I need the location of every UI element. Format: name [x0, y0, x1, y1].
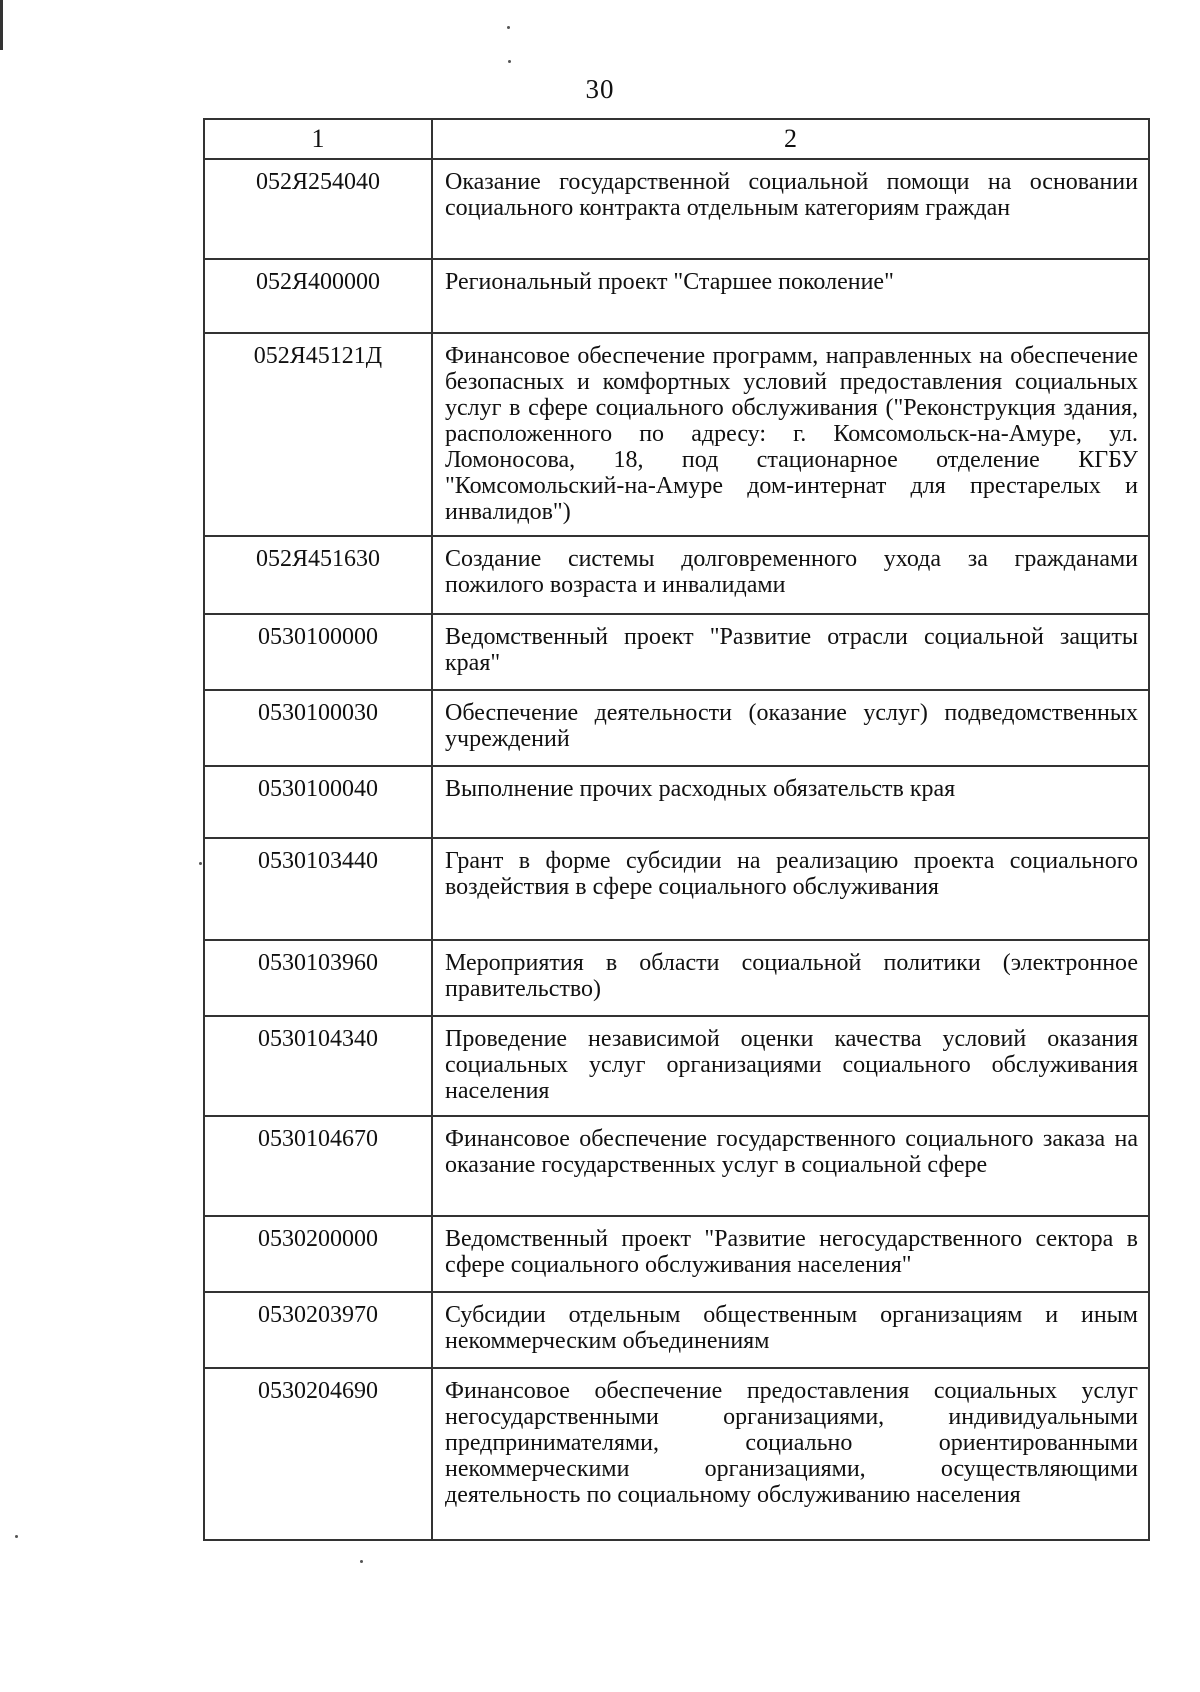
row-description: Создание системы долговременного ухода за гражданами пожилого возраста и инвалидами — [432, 536, 1149, 614]
scan-margin-line — [0, 0, 3, 50]
table-row — [204, 614, 1149, 690]
row-description: Грант в форме субсидии на реализацию проекта социального воздействия в сфере социального обслуживания — [432, 838, 1149, 940]
row-description: Региональный проект "Старшее поколение" — [432, 259, 1149, 333]
table-row — [204, 1292, 1149, 1368]
row-code: 0530200000 — [204, 1216, 432, 1292]
row-code: 0530103960 — [204, 940, 432, 1016]
table-row — [204, 333, 1149, 536]
table-row — [204, 1368, 1149, 1540]
column-header-code: 1 — [204, 119, 432, 159]
table-row — [204, 1016, 1149, 1116]
table-row — [204, 1116, 1149, 1216]
column-header-name: 2 — [432, 119, 1149, 159]
row-code: 0530100030 — [204, 690, 432, 766]
row-code: 052Я254040 — [204, 159, 432, 259]
row-description: Обеспечение деятельности (оказание услуг) подведомственных учреждений — [432, 690, 1149, 766]
row-code: 052Я400000 — [204, 259, 432, 333]
row-description: Проведение независимой оценки качества условий оказания социальных услуг организациями социального обслуживания населения — [432, 1016, 1149, 1116]
page-number: 30 — [585, 74, 615, 104]
scan-speck — [199, 862, 202, 865]
table-row — [204, 159, 1149, 259]
table-row — [204, 838, 1149, 940]
row-code: 0530103440 — [204, 838, 432, 940]
row-description: Финансовое обеспечение предоставления социальных услуг негосударственными организациями, индивидуальными предпринимателями, социально ориентированными некоммерческими организациями, осуществляющими деятельность по социальному обслуживанию населения — [432, 1368, 1149, 1540]
table-row — [204, 1216, 1149, 1292]
row-description: Ведомственный проект "Развитие отрасли социальной защиты края" — [432, 614, 1149, 690]
scan-speck — [15, 1535, 18, 1538]
row-code: 0530204690 — [204, 1368, 432, 1540]
row-description: Выполнение прочих расходных обязательств края — [432, 766, 1149, 838]
row-description: Субсидии отдельным общественным организациям и иным некоммерческим объединениям — [432, 1292, 1149, 1368]
row-code: 052Я451630 — [204, 536, 432, 614]
row-code: 0530100000 — [204, 614, 432, 690]
table-header-row — [204, 119, 1149, 159]
table-row — [204, 690, 1149, 766]
row-code: 0530104340 — [204, 1016, 432, 1116]
row-code: 052Я45121Д — [204, 333, 432, 536]
scan-speck — [508, 60, 511, 63]
budget-codes-table — [203, 118, 1150, 1541]
scan-speck — [360, 1560, 363, 1563]
row-description: Финансовое обеспечение государственного социального заказа на оказание государственных услуг в социальной сфере — [432, 1116, 1149, 1216]
row-description: Оказание государственной социальной помощи на основании социального контракта отдельным категориям граждан — [432, 159, 1149, 259]
row-description: Финансовое обеспечение программ, направленных на обеспечение безопасных и комфортных условий предоставления социальных услуг в сфере социального обслуживания ("Реконструкция здания, расположенного по адресу: г. Комсомольск-на-Амуре, ул. Ломоносова, 18, под стационарное отделение КГБУ "Комсомольский-на-Амуре дом-интернат для престарелых и инвалидов") — [432, 333, 1149, 536]
table-row — [204, 536, 1149, 614]
row-description: Ведомственный проект "Развитие негосударственного сектора в сфере социального обслуживания населения" — [432, 1216, 1149, 1292]
row-code: 0530104670 — [204, 1116, 432, 1216]
table-row — [204, 259, 1149, 333]
scan-speck — [507, 26, 510, 29]
row-code: 0530203970 — [204, 1292, 432, 1368]
table-row — [204, 766, 1149, 838]
row-code: 0530100040 — [204, 766, 432, 838]
table-row — [204, 940, 1149, 1016]
row-description: Мероприятия в области социальной политики (электронное правительство) — [432, 940, 1149, 1016]
